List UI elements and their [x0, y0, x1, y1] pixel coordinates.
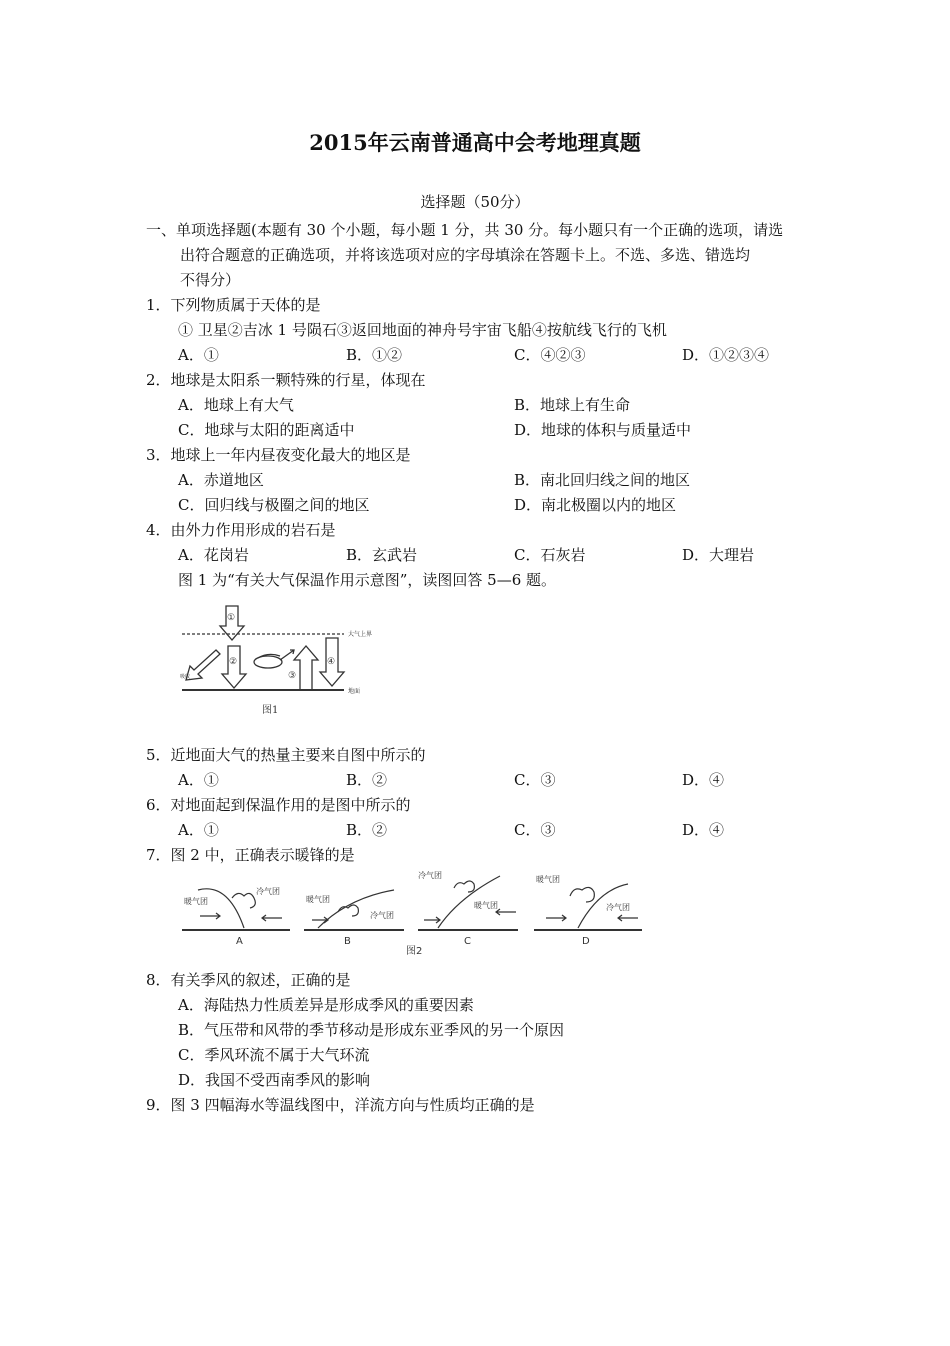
fig1-arrow-absorb [186, 650, 220, 680]
q8-option-c: C．季风环流不属于大气环流 [178, 1046, 370, 1064]
fig1-caption: 图1 [262, 705, 279, 716]
q2-stem: 2．地球是太阳系一颗特殊的行星，体现在 [146, 371, 426, 389]
q6-option-a: A．① [178, 821, 219, 839]
q1-option-c: C．④②③ [514, 346, 586, 364]
q2-option-a: A．地球上有大气 [178, 396, 294, 414]
q1-note: ① 卫星②吉冰 1 号陨石③返回地面的神舟号宇宙飞船④按航线飞行的飞机 [178, 321, 667, 339]
figure-1-diagram [176, 598, 406, 723]
q3-option-b: B．南北回归线之间的地区 [514, 471, 691, 489]
instructions-line-3: 不得分） [180, 271, 241, 289]
fig1-arrow-2 [222, 646, 246, 688]
q2-option-d: D．地球的体积与质量适中 [514, 421, 692, 439]
fig1-num-3: ③ [288, 671, 297, 681]
svg-text:冷气团: 冷气团 [418, 871, 442, 880]
fig2-panel-c [418, 870, 518, 947]
fig1-bottom-label: 地面 [348, 688, 361, 695]
fig1-num-4: ④ [327, 657, 336, 667]
fig2-panel-a [182, 886, 290, 947]
svg-text:冷气团: 冷气团 [606, 903, 630, 912]
figure1-intro: 图 1 为“有关大气保温作用示意图”，读图回答 5—6 题。 [178, 571, 557, 589]
q5-option-c: C．③ [514, 771, 556, 789]
q4-option-c: C．石灰岩 [514, 546, 586, 564]
fig1-num-1: ① [227, 613, 236, 623]
q7-stem: 7．图 2 中，正确表示暖锋的是 [146, 846, 355, 864]
svg-text:D: D [582, 936, 590, 947]
svg-text:暖气团: 暖气团 [536, 875, 560, 884]
q2-option-c: C．地球与太阳的距离适中 [178, 421, 355, 439]
svg-text:暖气团: 暖气团 [306, 895, 330, 904]
q6-option-b: B．② [346, 821, 388, 839]
q3-option-a: A．赤道地区 [178, 471, 264, 489]
svg-text:冷气团: 冷气团 [256, 887, 280, 896]
q8-option-a: A．海陆热力性质差异是形成季风的重要因素 [178, 996, 474, 1014]
q8-option-b: B．气压带和风带的季节移动是形成东亚季风的另一个原因 [178, 1021, 565, 1039]
q5-option-b: B．② [346, 771, 388, 789]
page-title: 2015年云南普通高中会考地理真题 [309, 130, 641, 155]
svg-text:冷气团: 冷气团 [370, 911, 394, 920]
q6-option-c: C．③ [514, 821, 556, 839]
q9-stem: 9．图 3 四幅海水等温线图中，洋流方向与性质均正确的是 [146, 1096, 535, 1114]
q5-stem: 5．近地面大气的热量主要来自图中所示的 [146, 746, 426, 764]
q4-option-a: A．花岗岩 [178, 546, 249, 564]
fig1-arrow-3 [294, 646, 318, 690]
fig1-arrow-1 [220, 606, 244, 640]
q4-option-d: D．大理岩 [682, 546, 755, 564]
fig2-panel-d [534, 874, 642, 947]
q5-option-d: D．④ [682, 771, 725, 789]
svg-text:暖气团: 暖气团 [474, 901, 498, 910]
figure-2-diagram [178, 868, 648, 960]
fig1-left-label: 吸收 [180, 674, 191, 680]
svg-text:暖气团: 暖气团 [184, 897, 208, 906]
svg-text:A: A [236, 936, 243, 947]
instructions-line-2: 出符合题意的正确选项，并将该选项对应的字母填涂在答题卡上。不选、多选、错选均 [180, 246, 751, 264]
q6-option-d: D．④ [682, 821, 725, 839]
q2-option-b: B．地球上有生命 [514, 396, 631, 414]
q1-stem: 1．下列物质属于天体的是 [146, 296, 321, 314]
q4-option-b: B．玄武岩 [346, 546, 418, 564]
q1-option-a: A．① [178, 346, 219, 364]
q3-option-c: C．回归线与极圈之间的地区 [178, 496, 370, 514]
fig2-panel-b [304, 890, 404, 947]
q3-option-d: D．南北极圈以内的地区 [514, 496, 677, 514]
svg-text:B: B [344, 936, 351, 947]
svg-text:C: C [464, 936, 471, 947]
fig1-top-label: 大气上界 [348, 631, 373, 638]
q8-stem: 8．有关季风的叙述，正确的是 [146, 971, 351, 989]
q4-stem: 4．由外力作用形成的岩石是 [146, 521, 336, 539]
q8-option-d: D．我国不受西南季风的影响 [178, 1071, 371, 1089]
fig2-caption: 图2 [406, 946, 423, 957]
q6-stem: 6．对地面起到保温作用的是图中所示的 [146, 796, 411, 814]
instructions-line-1: 一、单项选择题(本题有 30 个小题，每小题 1 分，共 30 分。每小题只有一个正确的选项，请选 [146, 221, 784, 239]
q5-option-a: A．① [178, 771, 219, 789]
q3-stem: 3．地球上一年内昼夜变化最大的地区是 [146, 446, 411, 464]
q1-option-d: D．①②③④ [682, 346, 770, 364]
q1-option-b: B．①② [346, 346, 403, 364]
section-heading: 选择题（50分） [420, 193, 530, 211]
fig1-num-2: ② [229, 657, 238, 667]
